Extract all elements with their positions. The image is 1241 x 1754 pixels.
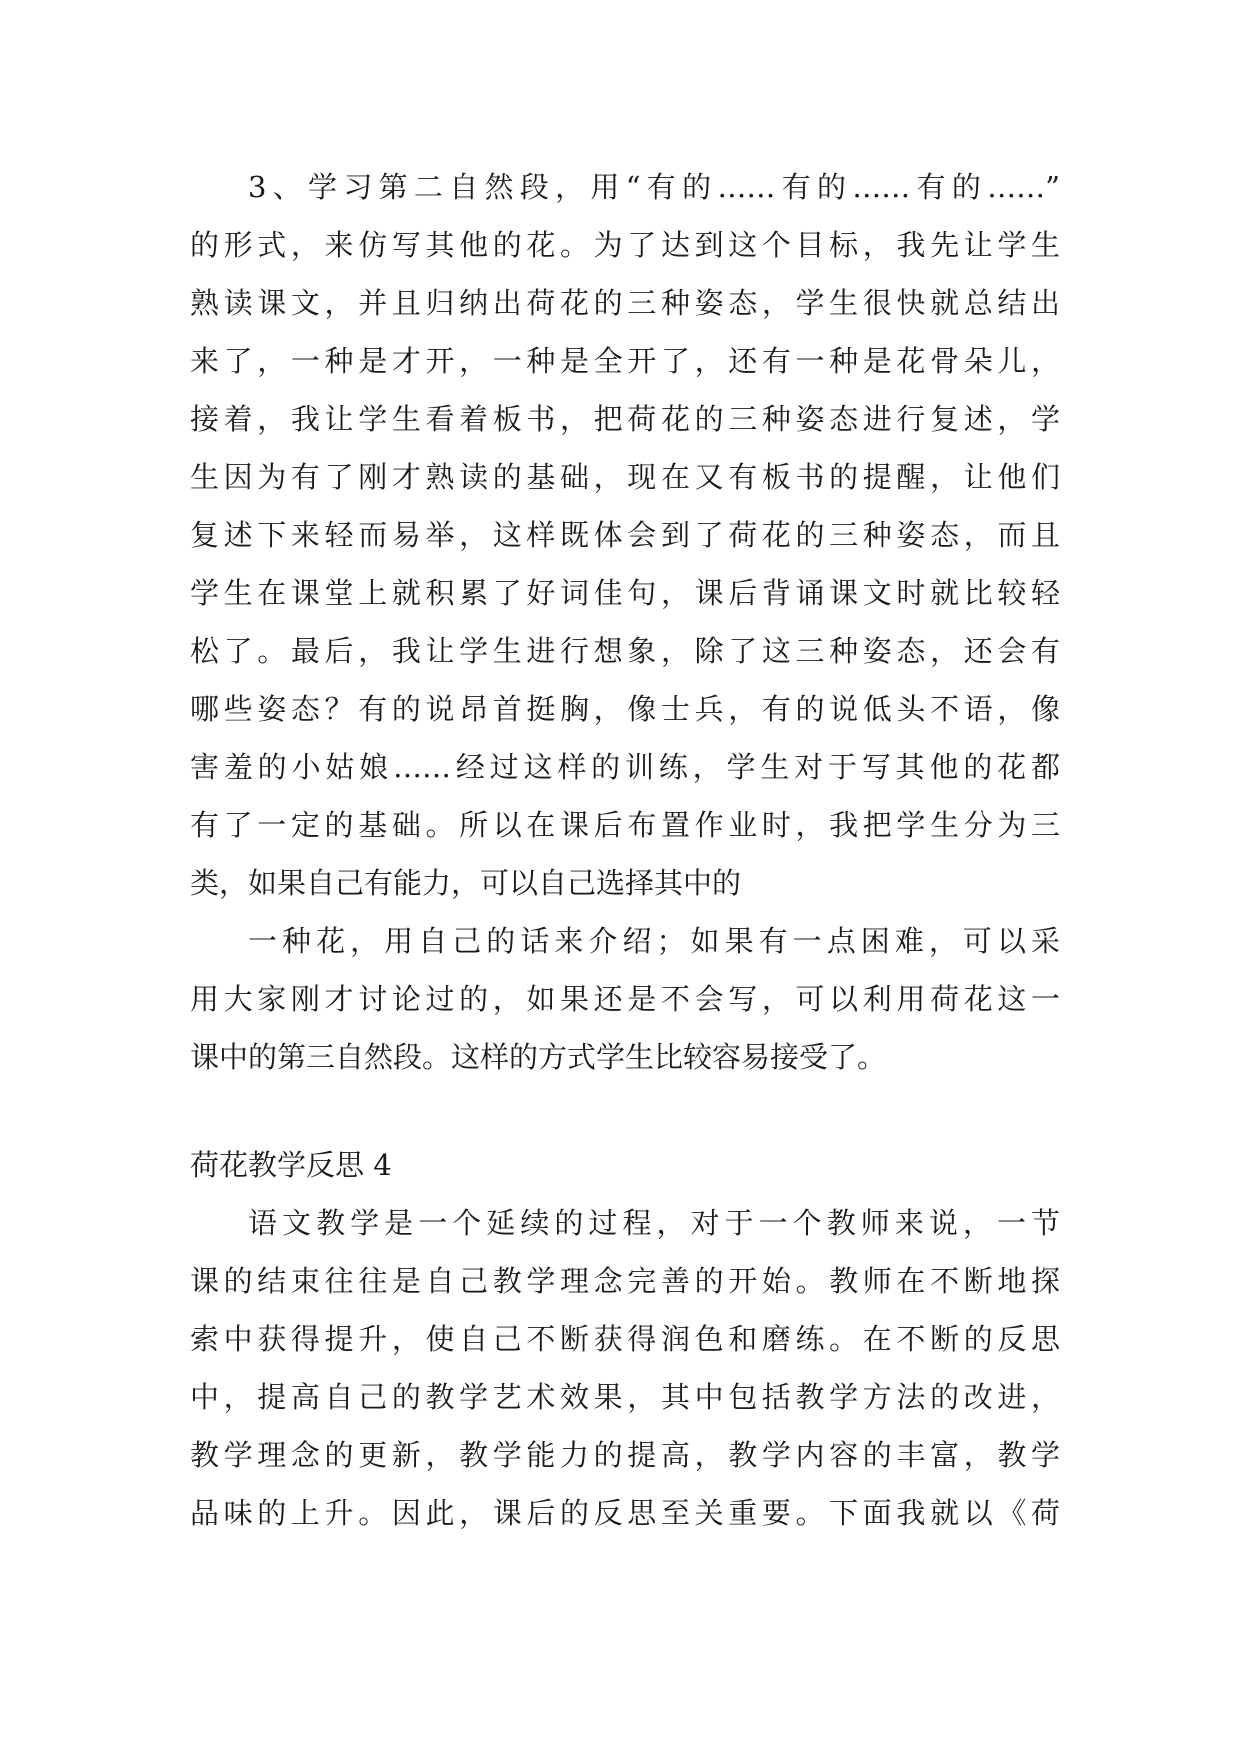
- section-heading: 荷花教学反思 4: [190, 1148, 392, 1182]
- text-line: 有了一定的基础。所以在课后布置作业时，我把学生分为三: [190, 808, 1060, 842]
- text-line: 哪些姿态？有的说昂首挺胸，像士兵，有的说低头不语，像: [190, 692, 1060, 726]
- text-line: 来了，一种是才开，一种是全开了，还有一种是花骨朵儿，: [190, 344, 1060, 378]
- text-line: 课中的第三自然段。这样的方式学生比较容易接受了。: [190, 1040, 887, 1074]
- text-line: 生因为有了刚才熟读的基础，现在又有板书的提醒，让他们: [190, 460, 1060, 494]
- paragraph-reflection: [190, 1194, 1060, 1542]
- text-line: 3、学习第二自然段，用“有的……有的……有的……”: [248, 170, 1060, 204]
- text-line: 语文教学是一个延续的过程，对于一个教师来说，一节: [248, 1206, 1060, 1240]
- paragraph-continuation: [190, 912, 1060, 1086]
- text-line: 用大家刚才讨论过的，如果还是不会写，可以利用荷花这一: [190, 982, 1060, 1016]
- text-line: 学生在课堂上就积累了好词佳句，课后背诵课文时就比较轻: [190, 576, 1060, 610]
- text-line: 复述下来轻而易举，这样既体会到了荷花的三种姿态，而且: [190, 518, 1060, 552]
- text-line: 中，提高自己的教学艺术效果，其中包括教学方法的改进，: [190, 1380, 1060, 1414]
- text-line: 索中获得提升，使自己不断获得润色和磨练。在不断的反思: [190, 1322, 1060, 1356]
- document-page: [190, 158, 1060, 1542]
- text-line: 品味的上升。因此，课后的反思至关重要。下面我就以《荷: [190, 1496, 1060, 1530]
- text-line: 教学理念的更新，教学能力的提高，教学内容的丰富，教学: [190, 1438, 1060, 1472]
- paragraph-section-3: [190, 158, 1060, 912]
- text-line: 松了。最后，我让学生进行想象，除了这三种姿态，还会有: [190, 634, 1060, 668]
- text-line: 接着，我让学生看着板书，把荷花的三种姿态进行复述，学: [190, 402, 1060, 436]
- text-line: 熟读课文，并且归纳出荷花的三种姿态，学生很快就总结出: [190, 286, 1060, 320]
- text-line: 一种花，用自己的话来介绍；如果有一点困难，可以采: [248, 924, 1060, 958]
- text-line: 害羞的小姑娘……经过这样的训练，学生对于写其他的花都: [190, 750, 1060, 784]
- text-line: 的形式，来仿写其他的花。为了达到这个目标，我先让学生: [190, 228, 1060, 262]
- text-line: 类，如果自己有能力，可以自己选择其中的: [190, 866, 742, 900]
- text-line: 课的结束往往是自己教学理念完善的开始。教师在不断地探: [190, 1264, 1060, 1298]
